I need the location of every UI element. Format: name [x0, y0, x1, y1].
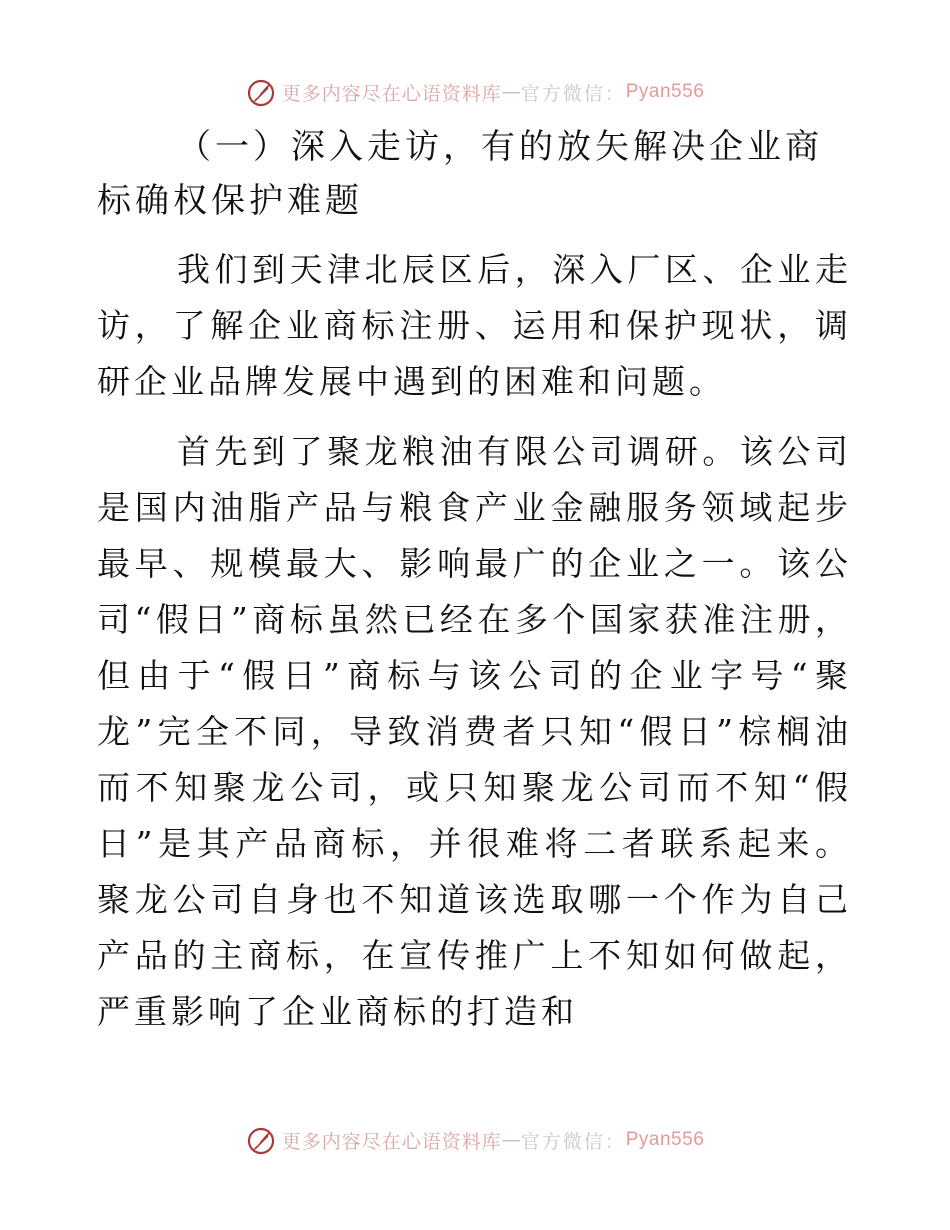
quill-pen-logo-icon	[246, 77, 276, 107]
footer-watermark	[0, 1120, 950, 1160]
watermark-wechat-id: Pyan556	[625, 81, 705, 102]
watermark-wechat-id: Pyan556	[625, 1129, 705, 1150]
paragraph: 我们到天津北辰区后，深入厂区、企业走访，了解企业商标注册、运用和保护现状，调研企业品牌发展中遇到的困难和问题。	[97, 250, 852, 401]
watermark-text: 更多内容尽在心语资料库	[281, 82, 502, 105]
document-body	[97, 120, 852, 1054]
watermark-wechat-label: 官方微信：	[520, 1130, 626, 1153]
header-watermark	[0, 72, 950, 112]
watermark-dash: —	[501, 1129, 521, 1151]
quill-pen-logo-icon	[246, 1125, 276, 1155]
watermark-text: 更多内容尽在心语资料库	[281, 1130, 502, 1153]
section-heading: （一）深入走访，有的放矢解决企业商标确权保护难题	[97, 127, 823, 221]
watermark-wechat-label: 官方微信：	[520, 82, 626, 105]
watermark-dash: —	[501, 81, 521, 103]
paragraph: 首先到了聚龙粮油有限公司调研。该公司是国内油脂产品与粮食产业金融服务领域起步最早、规模最大、影响最广的企业之一。该公司“假日”商标虽然已经在多个国家获准注册，但由于“假日”商标与该公司的企业字号“聚龙”完全不同，导致消费者只知“假日”棕榈油而不知聚龙公司，或只知聚龙公司而不知“假日”是其产品商标，并很难将二者联系起来。聚龙公司自身也不知道该选取哪一个作为自己产品的主商标，在宣传推广上不知如何做起，严重影响了企业商标的打造和	[97, 432, 852, 1031]
